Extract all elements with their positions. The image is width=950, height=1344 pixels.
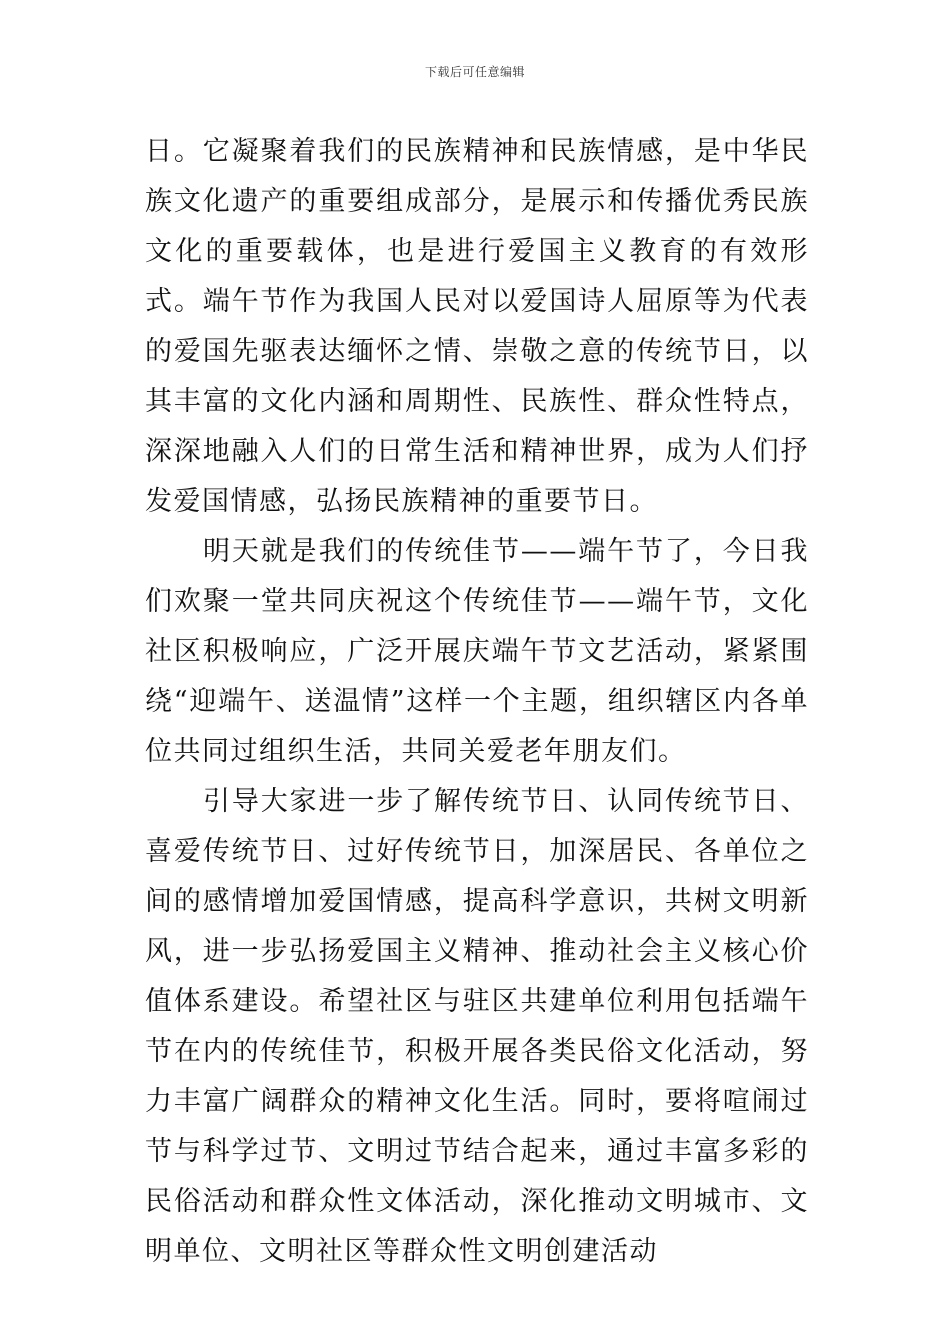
paragraph-2: 明天就是我们的传统佳节——端午节了，今日我们欢聚一堂共同庆祝这个传统佳节——端午节，文化社区积极响应，广泛开展庆端午节文艺活动，紧紧围绕“迎端午、送温情”这样一个主题，组织辖区内各单位共同过组织生活，共同关爱老年朋友们。 [145, 536, 809, 767]
paragraph-1: 日。它凝聚着我们的民族精神和民族情感，是中华民族文化遗产的重要组成部分，是展示和传播优秀民族文化的重要载体，也是进行爱国主义教育的有效形式。端午节作为我国人民对以爱国诗人屈原等为代表的爱国先驱表达缅怀之情、崇敬之意的传统节日，以其丰富的文化内涵和周期性、民族性、群众性特点，深深地融入人们的日常生活和精神世界，成为人们抒发爱国情感，弘扬民族精神的重要节日。 [145, 136, 809, 517]
paragraph-3: 引导大家进一步了解传统节日、认同传统节日、喜爱传统节日、过好传统节日，加深居民、各单位之间的感情增加爱国情感，提高科学意识，共树文明新风，进一步弘扬爱国主义精神、推动社会主义核心价值体系建设。希望社区与驻区共建单位利用包括端午节在内的传统佳节，积极开展各类民俗文化活动，努力丰富广阔群众的精神文化生活。同时，要将喧闹过节与科学过节、文明过节结合起来，通过丰富多彩的民俗活动和群众性文体活动，深化推动文明城市、文明单位、文明社区等群众性文明创建活动 [145, 786, 809, 1267]
page-header: 下载后可任意编辑 [424, 65, 525, 79]
document-body [145, 127, 809, 1277]
